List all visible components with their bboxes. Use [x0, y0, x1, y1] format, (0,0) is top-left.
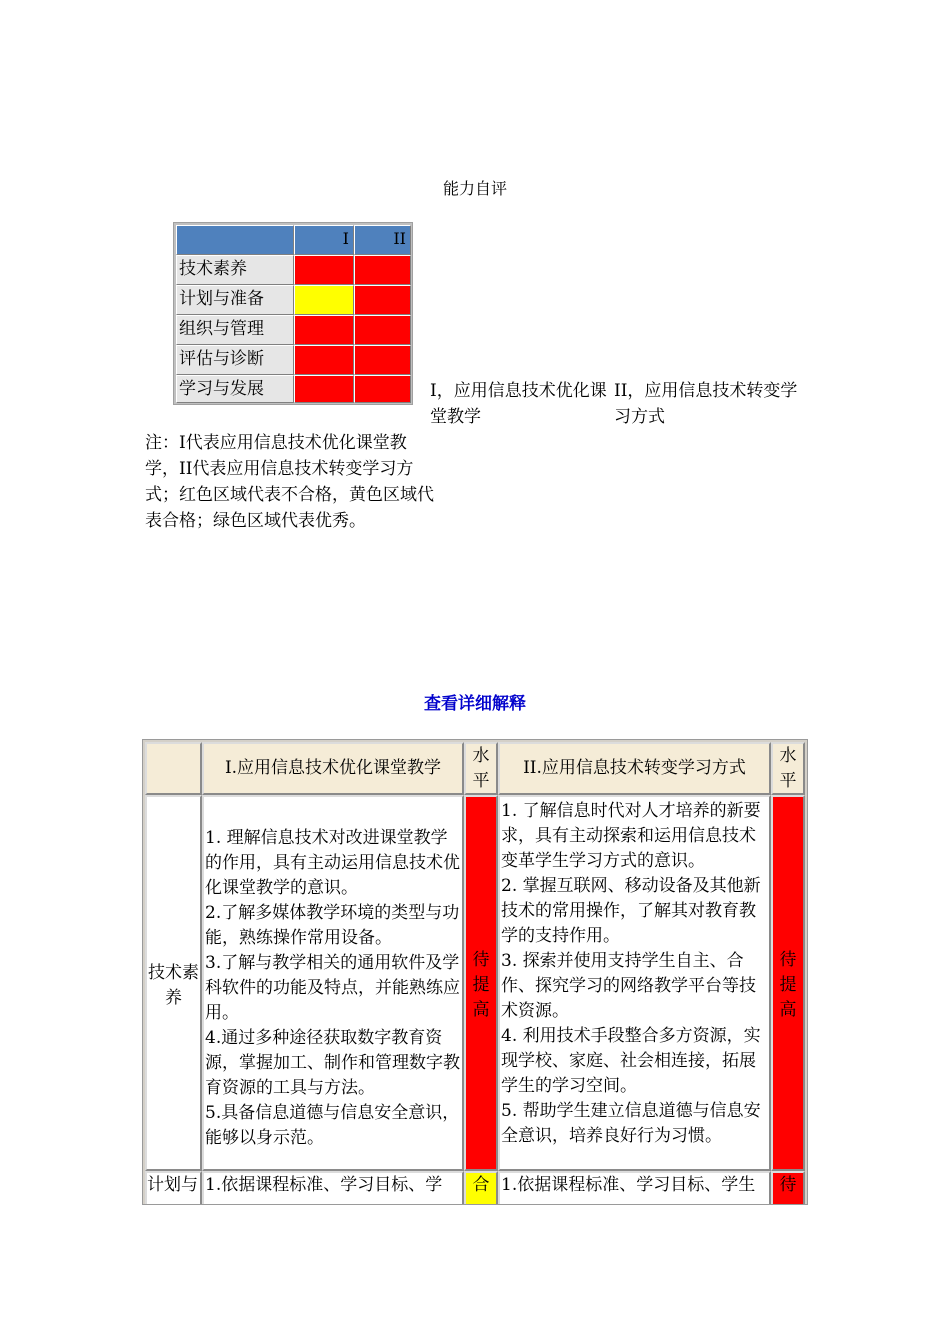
grid-corner-header — [176, 225, 294, 255]
page-title: 能力自评 — [442, 179, 507, 198]
grid-cell-plan-i — [294, 285, 354, 315]
grid-row-label: 学习与发展 — [176, 375, 294, 403]
legend-ii: II，应用信息技术转变学习方式 — [614, 381, 798, 427]
grid-cell-eval-ii — [354, 345, 411, 375]
self-eval-grid — [173, 222, 413, 405]
grid-cell-org-i — [294, 315, 354, 345]
grid-row-label: 技术素养 — [176, 255, 294, 285]
grid-cell-org-ii — [354, 315, 411, 345]
grid-col-header-ii: II — [354, 225, 411, 255]
grid-cell-plan-ii — [354, 285, 411, 315]
header-level-1: 水平 — [464, 742, 498, 795]
view-details-link[interactable]: 查看详细解释 — [424, 694, 526, 714]
grid-row-label: 计划与准备 — [176, 285, 294, 315]
grid-cell-eval-i — [294, 345, 354, 375]
row-category: 技术素养 — [145, 795, 202, 1171]
grid-cell-tech-i — [294, 255, 354, 285]
row-col-optimize-text: 1.依据课程标准、学习目标、学 — [202, 1171, 464, 1205]
level-badge: 待提高 — [771, 795, 805, 1171]
grid-cell-dev-i — [294, 375, 354, 403]
grid-col-header-i: I — [294, 225, 354, 255]
note-text: 注：I代表应用信息技术优化课堂教学，II代表应用信息技术转变学习方式；红色区域代表不合格，黄色区域代表合格；绿色区域代表优秀。 — [145, 433, 434, 531]
level-badge: 待提高 — [464, 795, 498, 1171]
header-col-transform: II.应用信息技术转变学习方式 — [498, 742, 771, 795]
header-corner — [145, 742, 202, 795]
legend-i: I，应用信息技术优化课堂教学 — [430, 381, 607, 427]
row-col-transform-text: 1. 了解信息时代对人才培养的新要求，具有主动探索和运用信息技术变革学生学习方式的意识。 2. 掌握互联网、移动设备及其他新技术的常用操作，了解其对教育教学的支持作用。 3. 探索并使用支持学生自主、合作、探究学习的网络教学平台等技术资源。 4. 利用技术手段整合多方资源，实现学校、家庭、社会相连接，拓展学生的学习空间。 5. 帮助学生建立信息道德与信息安全意识，培养良好行为习惯。 — [498, 795, 771, 1171]
grid-cell-dev-ii — [354, 375, 411, 403]
detail-table — [142, 739, 808, 1205]
row-col-transform-text: 1.依据课程标准、学习目标、学生 — [498, 1171, 771, 1205]
row-category: 计划与 — [145, 1171, 202, 1205]
header-level-2: 水平 — [771, 742, 805, 795]
header-col-optimize: I.应用信息技术优化课堂教学 — [202, 742, 464, 795]
grid-row-label: 评估与诊断 — [176, 345, 294, 375]
level-badge: 待 — [771, 1171, 805, 1205]
grid-cell-tech-ii — [354, 255, 411, 285]
level-badge: 合 — [464, 1171, 498, 1205]
grid-row-label: 组织与管理 — [176, 315, 294, 345]
row-col-optimize-text: 1. 理解信息技术对改进课堂教学的作用，具有主动运用信息技术优化课堂教学的意识。 2.了解多媒体教学环境的类型与功能，熟练操作常用设备。 3.了解与教学相关的通用软件及学科软件的功能及特点，并能熟练应用。 4.通过多种途径获取数字教育资源，掌握加工、制作和管理数字教育资源的工具与方法。 5.具备信息道德与信息安全意识，能够以身示范。 — [202, 795, 464, 1171]
